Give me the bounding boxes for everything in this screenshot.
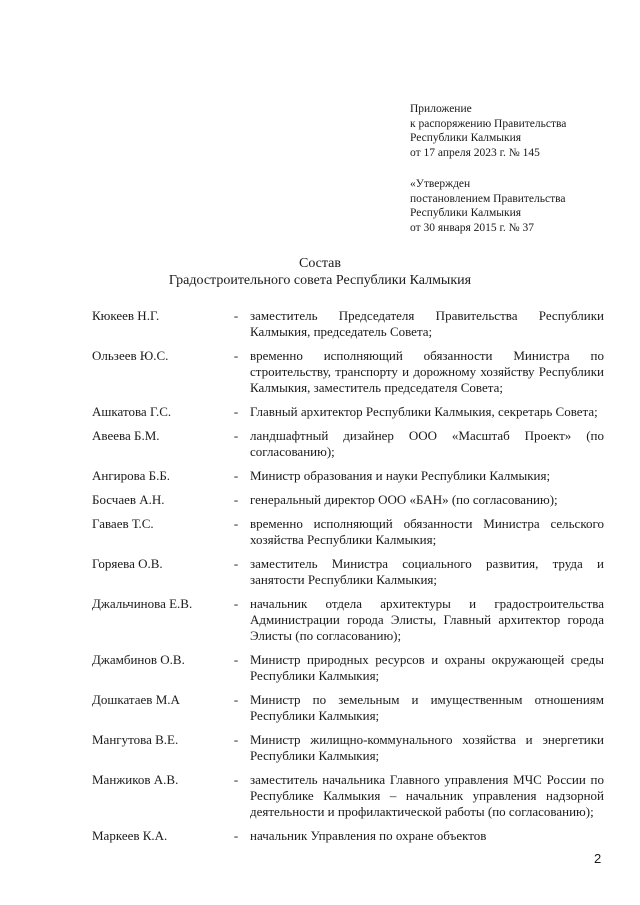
member-row: [92, 492, 604, 508]
approval-line: «Утвержден: [410, 178, 471, 190]
member-row: [92, 428, 604, 460]
member-row: [92, 468, 604, 484]
member-dash: -: [233, 468, 239, 483]
member-dash: -: [233, 732, 239, 747]
appendix-header: [410, 102, 630, 160]
member-role: временно исполняющий обязанности Министра сельского хозяйства Республики Калмыкия;: [250, 516, 604, 547]
member-name: Маркеев К.А.: [92, 828, 168, 843]
member-row: [92, 828, 604, 844]
member-name: Ашкатова Г.С.: [92, 404, 172, 419]
approval-note: [410, 177, 630, 235]
member-row: [92, 404, 604, 420]
member-dash: -: [233, 348, 239, 363]
member-name: Манжиков А.В.: [92, 772, 179, 787]
member-dash: -: [233, 692, 239, 707]
member-name: Мангутова В.Е.: [92, 732, 179, 747]
member-dash: -: [233, 492, 239, 507]
member-role: заместитель Председателя Правительства Республики Калмыкия, председатель Совета;: [250, 308, 604, 339]
appendix-line: к распоряжению Правительства: [410, 117, 567, 130]
member-dash: -: [233, 772, 239, 787]
member-name: Ользеев Ю.С.: [92, 348, 169, 363]
members-list: [92, 308, 604, 852]
member-row: [92, 556, 604, 588]
member-row: [92, 348, 604, 396]
member-row: [92, 596, 604, 644]
appendix-line: от 17 апреля 2023 г. № 145: [410, 146, 540, 159]
member-role: заместитель Министра социального развития, труда и занятости Республики Калмыкия;: [250, 556, 604, 587]
member-dash: -: [233, 556, 239, 571]
member-dash: -: [233, 652, 239, 667]
page-number: 2: [594, 851, 602, 866]
member-row: [92, 772, 604, 820]
appendix-line: Республики Калмыкия: [410, 132, 522, 144]
title-line-1: Состав: [298, 256, 341, 271]
member-name: Авеева Б.М.: [92, 428, 160, 443]
member-role: начальник отдела архитектуры и градостроительства Администрации города Элисты, Главный архитектор города Элисты (по согласованию);: [250, 596, 604, 643]
member-name: Кюкеев Н.Г.: [92, 308, 160, 323]
member-dash: -: [233, 828, 239, 843]
member-role: Министр по земельным и имущественным отношениям Республики Калмыкия;: [250, 692, 604, 723]
member-role: Главный архитектор Республики Калмыкия, секретарь Совета;: [250, 404, 598, 419]
member-name: Гаваев Т.С.: [92, 516, 154, 531]
member-name: Джамбинов О.В.: [92, 652, 185, 667]
document-title: [60, 255, 580, 289]
member-name: Ангирова Б.Б.: [92, 468, 171, 483]
member-dash: -: [233, 404, 239, 419]
member-row: [92, 308, 604, 340]
member-role: начальник Управления по охране объектов: [250, 828, 487, 843]
approval-line: Республики Калмыкия: [410, 207, 522, 219]
member-name: Горяева О.В.: [92, 556, 163, 571]
member-role: временно исполняющий обязанности Министра по строительству, транспорту и дорожному хозяйству Республики Калмыкия, заместитель председателя Совета;: [250, 348, 604, 395]
member-role: генеральный директор ООО «БАН» (по согласованию);: [250, 492, 558, 507]
member-role: Министр жилищно-коммунального хозяйства и энергетики Республики Калмыкия;: [250, 732, 604, 763]
title-line-2: Градостроительного совета Республики Калмыкия: [168, 273, 472, 288]
member-role: Министр природных ресурсов и охраны окружающей среды Республики Калмыкия;: [250, 652, 604, 683]
member-row: [92, 652, 604, 684]
member-row: [92, 732, 604, 764]
member-role: Министр образования и науки Республики Калмыкия;: [250, 468, 551, 483]
member-row: [92, 692, 604, 724]
member-role: заместитель начальника Главного управления МЧС России по Республике Калмыкия – начальник управления надзорной деятельности и профилактической работы (по согласованию);: [250, 772, 604, 819]
approval-line: от 30 января 2015 г. № 37: [410, 221, 535, 234]
member-name: Босчаев А.Н.: [92, 492, 165, 507]
member-row: [92, 516, 604, 548]
member-name: Дошкатаев М.А: [92, 692, 180, 707]
member-dash: -: [233, 516, 239, 531]
appendix-line: Приложение: [410, 103, 472, 115]
member-dash: -: [233, 596, 239, 611]
member-role: ландшафтный дизайнер ООО «Масштаб Проект» (по согласованию);: [250, 428, 604, 459]
member-dash: -: [233, 308, 239, 323]
approval-line: постановлением Правительства: [410, 192, 566, 205]
member-name: Джальчинова Е.В.: [92, 596, 193, 611]
member-dash: -: [233, 428, 239, 443]
